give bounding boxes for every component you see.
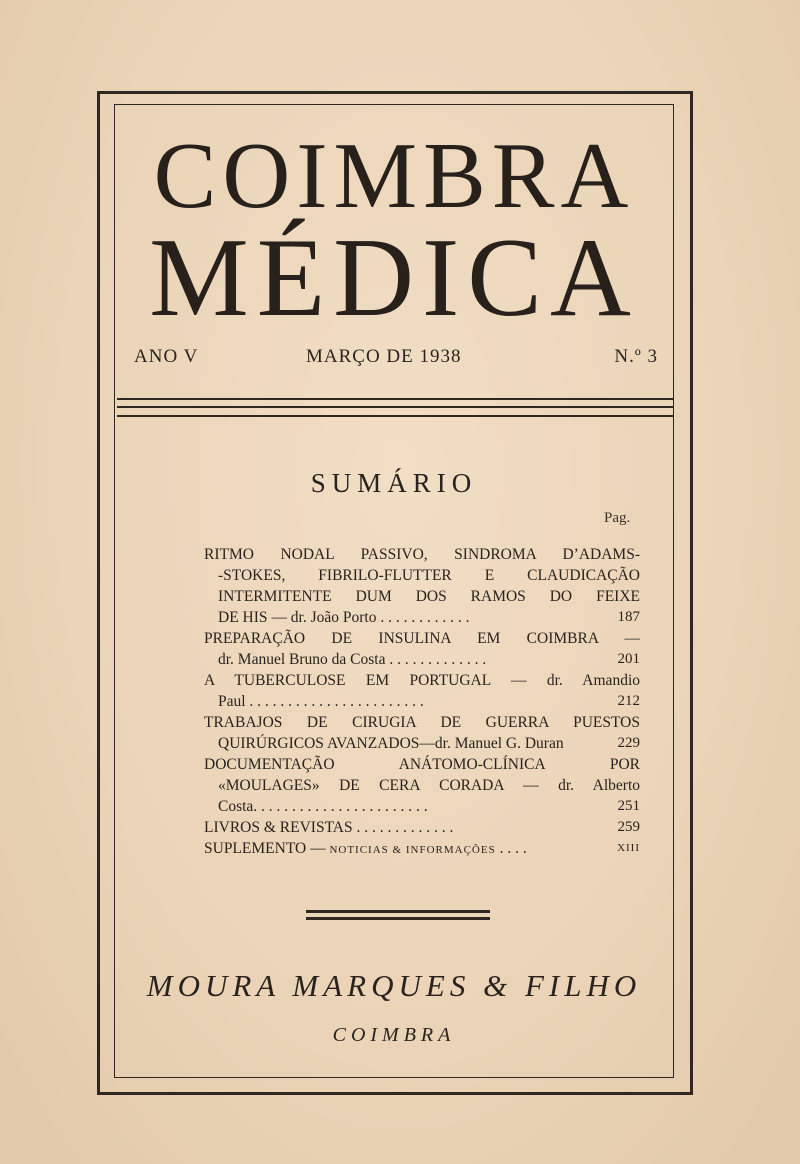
publisher-name: MOURA MARQUES & FILHO	[146, 968, 642, 1003]
toc-page-number: 212	[617, 693, 640, 709]
issue-date: MARÇO DE 1938	[306, 346, 462, 367]
toc-entry-line: dr. Manuel Bruno da Costa . . . . . . . . . . . . .	[218, 651, 487, 668]
toc-page-number: 187	[617, 609, 640, 625]
toc-entry-line: INTERMITENTE DUM DOS RAMOS DO FEIXE	[218, 588, 640, 605]
toc-entry-line: Paul . . . . . . . . . . . . . . . . . . . . . . .	[218, 693, 424, 710]
separator-rule	[306, 917, 490, 920]
toc-page-number: 251	[617, 798, 640, 814]
journal-title-line1: COIMBRA	[153, 124, 635, 228]
publisher-city: COIMBRA	[332, 1024, 456, 1046]
toc-entry-line: TRABAJOS DE CIRUGIA DE GUERRA PUESTOS	[204, 714, 640, 731]
toc-page-number: 201	[617, 651, 640, 667]
toc-entry-line	[204, 838, 640, 859]
journal-title-line2: MÉDICA	[149, 216, 639, 340]
toc-entry-line: DE HIS — dr. João Porto . . . . . . . . . . . .	[218, 609, 470, 626]
header-rule	[117, 406, 673, 408]
toc-entry-line: RITMO NODAL PASSIVO, SINDROMA D’ADAMS-	[204, 546, 640, 563]
toc-page-number: XIII	[617, 842, 640, 854]
toc-page-number: 229	[617, 735, 640, 751]
toc-entry-line: «MOULAGES» DE CERA CORADA — dr. Alberto	[218, 777, 640, 794]
toc-entry	[204, 754, 640, 817]
toc-entry	[204, 817, 640, 838]
page-column-label: Pag.	[604, 510, 631, 526]
header-rule	[117, 398, 673, 400]
toc-entry	[204, 670, 640, 712]
toc-entry-line: LIVROS & REVISTAS . . . . . . . . . . . . .	[204, 819, 454, 836]
table-of-contents	[204, 544, 640, 859]
toc-entry	[204, 544, 640, 628]
header-rule	[117, 415, 673, 417]
supplement-leader: . . . .	[499, 840, 527, 857]
toc-entry-line: A TUBERCULOSE EM PORTUGAL — dr. Amandio	[204, 672, 640, 689]
separator-rule	[306, 910, 490, 913]
toc-entry-line: -STOKES, FIBRILO-FLUTTER E CLAUDICAÇÃO	[218, 567, 640, 584]
toc-entry	[204, 838, 640, 859]
toc-entry	[204, 712, 640, 754]
toc-entry-line: Costa. . . . . . . . . . . . . . . . . . . . . . .	[218, 798, 428, 815]
issue-info-row	[134, 346, 658, 376]
toc-entry-line: QUIRÚRGICOS AVANZADOS—dr. Manuel G. Duran	[218, 735, 564, 752]
volume-year: ANO V	[134, 346, 199, 367]
toc-entry-line: DOCUMENTAÇÃO ANÁTOMO-CLÍNICA POR	[204, 756, 640, 773]
toc-entry	[204, 628, 640, 670]
toc-entry-line: PREPARAÇÃO DE INSULINA EM COIMBRA —	[204, 630, 640, 647]
supplement-subtitle: NOTICIAS & INFORMAÇÕES	[329, 844, 496, 856]
supplement-title: SUPLEMENTO —	[204, 840, 326, 857]
summary-heading: SUMÁRIO	[310, 468, 478, 498]
issue-number: N.º 3	[614, 346, 658, 367]
toc-page-number: 259	[617, 819, 640, 835]
